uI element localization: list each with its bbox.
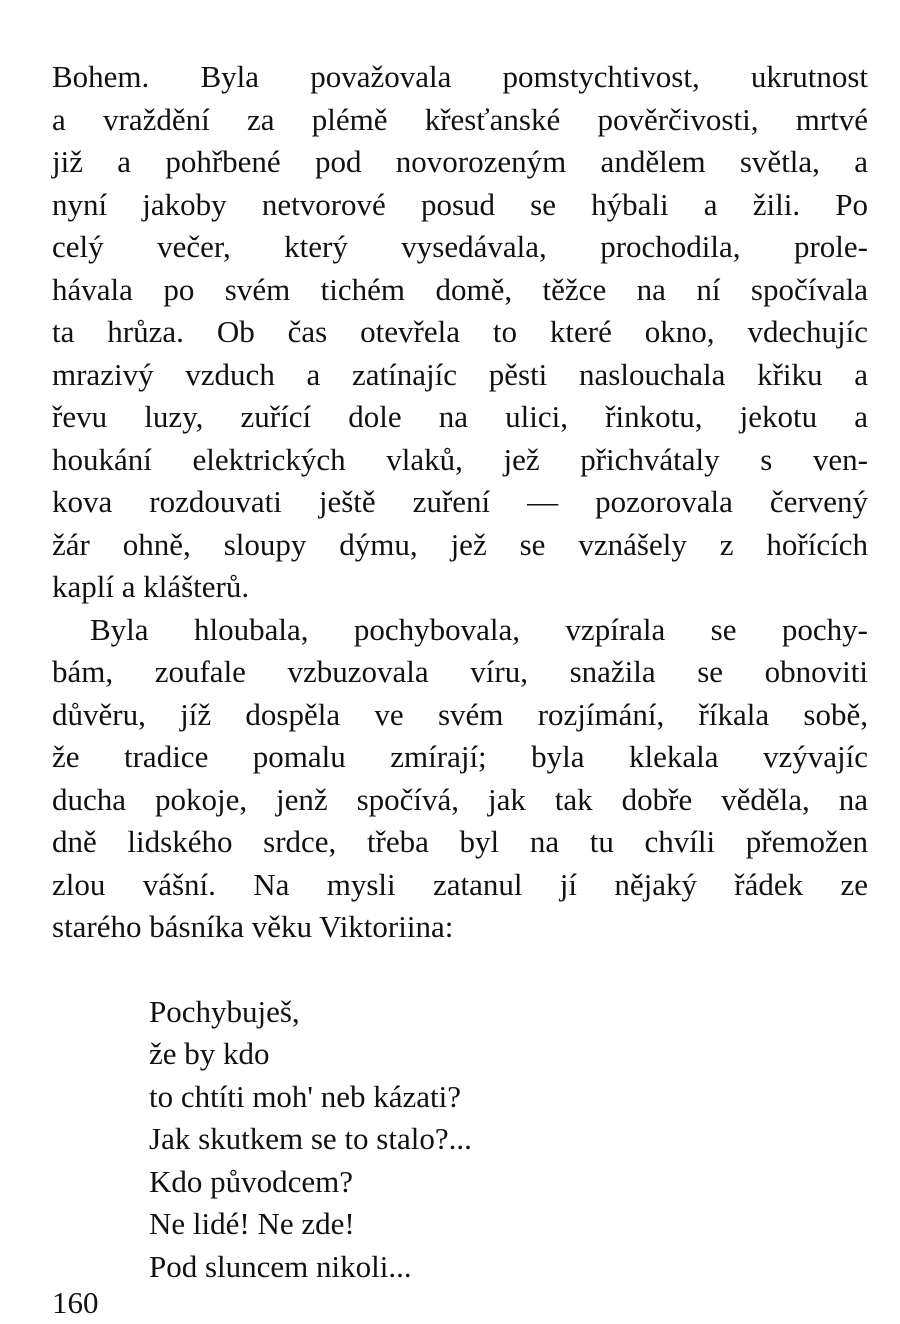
poem-line: Pochybuješ, <box>149 993 300 1029</box>
text-line: již a pohřbené pod novorozeným andělem světla, a <box>52 144 868 179</box>
text-line: starého básníka věku Viktoriina: <box>52 909 454 944</box>
text-line: dně lidského srdce, třeba byl na tu chvíli přemožen <box>52 824 868 859</box>
text-line: žár ohně, sloupy dýmu, jež se vznášely z hořících <box>52 526 868 562</box>
text-line: kaplí a klášterů. <box>52 569 250 604</box>
poem-line: Jak skutkem se to stalo?... <box>149 1121 472 1156</box>
text-line: Bohem. Byla považovala pomstychtivost, ukrutnost <box>52 59 868 94</box>
poem-line: to chtíti moh' neb kázati? <box>149 1078 462 1114</box>
text-line: a vraždění za plémě křesťanské pověrčivosti, mrtvé <box>52 101 868 137</box>
text-line: ducha pokoje, jenž spočívá, jak tak dobře věděla, na <box>52 781 868 817</box>
page-number: 160 <box>52 1285 99 1320</box>
text-line: řevu luzy, zuřící dole na ulici, řinkotu, jekotu a <box>52 399 868 434</box>
text-line: že tradice pomalu zmírají; byla klekala vzývajíc <box>52 739 868 774</box>
text-line: bám, zoufale vzbuzovala víru, snažila se obnoviti <box>52 654 868 689</box>
text-line: důvěru, jíž dospěla ve svém rozjímání, říkala sobě, <box>52 696 868 732</box>
poem-line: Pod sluncem nikoli... <box>149 1248 412 1284</box>
text-line: nyní jakoby netvorové posud se hýbali a žili. Po <box>52 186 868 222</box>
text-line: ta hrůza. Ob čas otevřela to které okno, vdechujíc <box>52 314 868 349</box>
text-line: hávala po svém tichém domě, těžce na ní spočívala <box>52 271 868 307</box>
text-line: houkání elektrických vlaků, jež přichvátaly s ven- <box>52 441 868 477</box>
paragraph-2 <box>52 609 868 949</box>
poem-line: Ne lidé! Ne zde! <box>149 1206 355 1241</box>
text-line: mrazivý vzduch a zatínajíc pěsti naslouchala křiku a <box>52 356 868 392</box>
paragraph-1 <box>52 56 868 609</box>
text-line: Byla hloubala, pochybovala, vzpírala se pochy- <box>90 611 868 647</box>
text-line: zlou vášní. Na mysli zatanul jí nějaký řádek ze <box>52 866 868 902</box>
text-line: celý večer, který vysedávala, prochodila, prole- <box>52 229 868 264</box>
poem-quote <box>149 991 868 1289</box>
poem-line: Kdo původcem? <box>149 1163 354 1199</box>
book-page <box>52 56 868 1288</box>
poem-line: že by kdo <box>149 1036 270 1071</box>
text-line: kova rozdouvati ještě zuření — pozorovala červený <box>52 484 868 519</box>
